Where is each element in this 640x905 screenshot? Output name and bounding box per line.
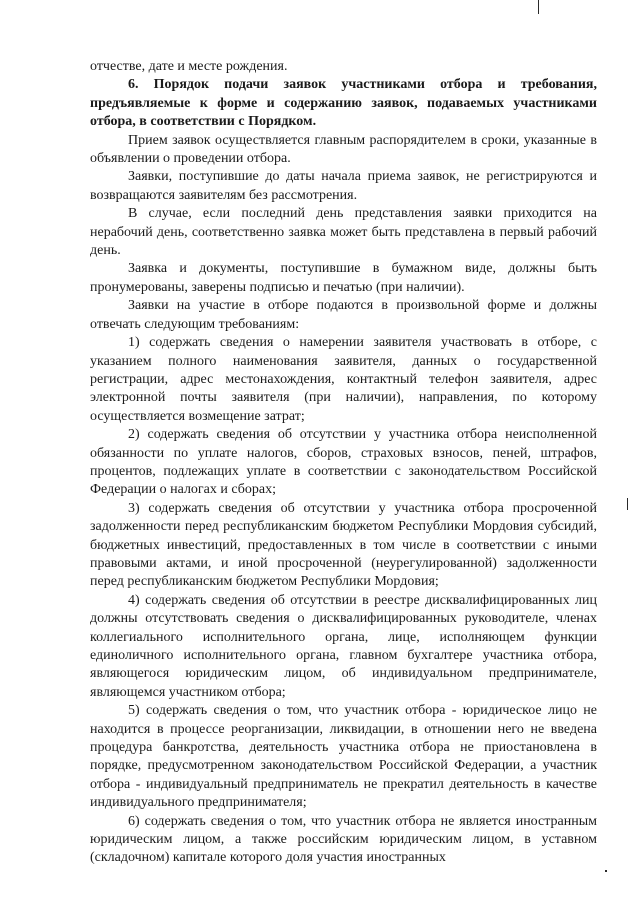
section-heading: 6. Порядок подачи заявок участниками отбора и требования, предъявляемые к форме и содержанию заявок, подаваемых участниками отбора, в соответствии с Порядком.	[90, 77, 597, 130]
list-item-3: 3) содержать сведения об отсутствии у участника отбора просроченной задолженности перед республиканским бюджетом Республики Мордовия субсидий, бюджетных инвестиций, предоставленных в том числе в соответствии с иными правовыми актами, и иной просроченной (неурегулированной) задолженности перед республиканским бюджетом Республики Мордовия;	[90, 500, 597, 590]
body-paragraph: Заявка и документы, поступившие в бумажном виде, должны быть пронумерованы, заверены подписью и печатью (при наличии).	[90, 261, 597, 295]
list-item-1: 1) содержать сведения о намерении заявителя участвовать в отборе, с указанием полного наименования заявителя, данных о государственной регистрации, адрес местонахождения, контактный телефон заявителя, адрес электронной почты заявителя (при наличии), направления, по которому осуществляется возмещение затрат;	[90, 335, 597, 424]
body-paragraph: Прием заявок осуществляется главным распорядителем в сроки, указанные в объявлении о проведении отбора.	[90, 132, 597, 167]
scan-mark-bottom	[605, 870, 607, 872]
document-page	[90, 58, 597, 868]
scan-mark-side	[627, 498, 628, 510]
list-item-2: 2) содержать сведения об отсутствии у участника отбора неисполненной обязанности по уплате налогов, сборов, страховых взносов, пеней, штрафов, процентов, подлежащих уплате в соответствии с законодательством Российской Федерации о налогах и сборах;	[90, 427, 597, 498]
list-item-4: 4) содержать сведения об отсутствии в реестре дисквалифицированных лиц должны отсутствовать сведения о дисквалифицированных руководителе, членах коллегиального исполнительного органа, лице, исполняющем функции единоличного исполнительного органа, главном бухгалтере участника отбора, являющегося юридическим лицом, об индивидуальном предпринимателе, являющемся участником отбора;	[90, 592, 597, 700]
body-paragraph: В случае, если последний день представления заявки приходится на нерабочий день, соответственно заявка может быть представлена в первый рабочий день.	[90, 206, 597, 259]
list-item-5: 5) содержать сведения о том, что участник отбора - юридическое лицо не находится в процессе реорганизации, ликвидации, в отношении него не введена процедура банкротства, деятельность участника отбора не приостановлена в порядке, предусмотренном законодательством Российской Федерации, а участник отбора - индивидуальный предприниматель не прекратил деятельность в качестве индивидуального предпринимателя;	[90, 703, 597, 811]
body-paragraph: Заявки, поступившие до даты начала приема заявок, не регистрируются и возвращаются заявителям без рассмотрения.	[90, 169, 597, 203]
list-item-6: 6) содержать сведения о том, что участник отбора не является иностранным юридическим лицом, а также российским юридическим лицом, в уставном (складочном) капитале которого доля участия иностранных	[90, 813, 597, 866]
body-paragraph: Заявки на участие в отборе подаются в произвольной форме и должны отвечать следующим требованиям:	[90, 298, 597, 332]
continuation-text: отчестве, дате и месте рождения.	[90, 59, 288, 74]
scan-mark-top	[538, 0, 539, 14]
